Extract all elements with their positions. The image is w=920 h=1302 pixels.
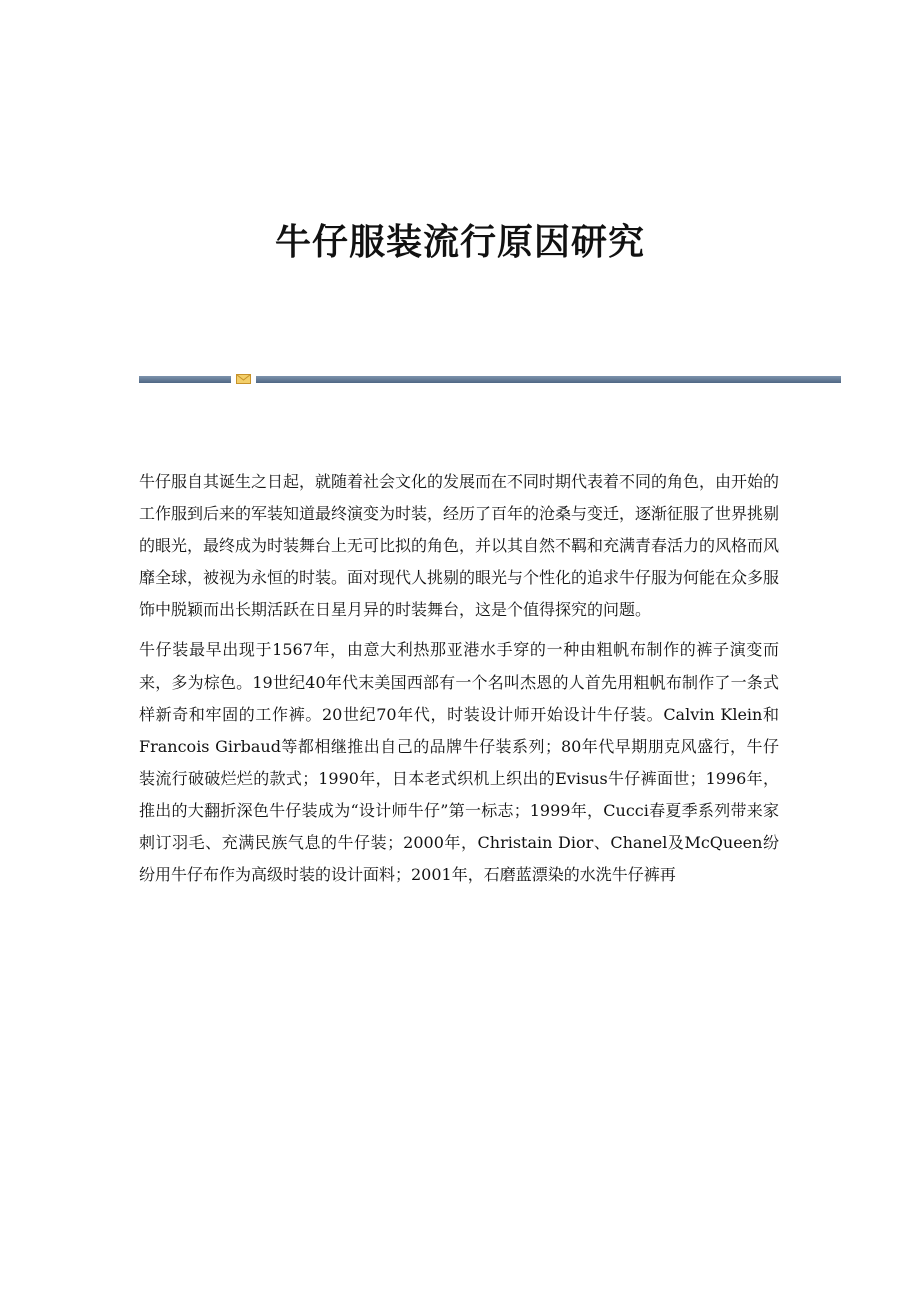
envelope-icon (236, 373, 251, 385)
paragraph-intro: 牛仔服自其诞生之日起，就随着社会文化的发展而在不同时期代表着不同的角色，由开始的工作服到后来的军装知道最终演变为时装，经历了百年的沧桑与变迁，逐渐征服了世界挑剔的眼光，最终成为时装舞台上无可比拟的角色，并以其自然不羁和充满青春活力的风格而风靡全球，被视为永恒的时装。面对现代人挑剔的眼光与个性化的追求牛仔服为何能在众多服饰中脱颖而出长期活跃在日星月异的时装舞台，这是个值得探究的问题。 (139, 472, 780, 620)
divider-bar-right (256, 376, 841, 383)
title-divider (139, 373, 841, 385)
page-title: 牛仔服装流行原因研究 (274, 221, 645, 263)
divider-bar-left (139, 376, 231, 383)
paragraph-history: 牛仔装最早出现于1567年，由意大利热那亚港水手穿的一种由粗帆布制作的裤子演变而来，多为棕色。19世纪40年代末美国西部有一个名叫杰恩的人首先用粗帆布制作了一条式样新奇和牢固的工作裤。20世纪70年代，时装设计师开始设计牛仔装。Calvin Klein和Francois Girbaud等都相继推出自己的品牌牛仔装系列；80年代早期朋克风盛行，牛仔装流行破破烂烂的款式；1990年，日本老式织机上织出的Evisus牛仔裤面世；1996年，推出的大翻折深色牛仔装成为“设计师牛仔”第一标志；1999年，Cucci春夏季系列带来家刺订羽毛、充满民族气息的牛仔装；2000年，Christain Dior、Chanel及McQueen纷纷用牛仔布作为高级时装的设计面料；2001年，石磨蓝漂染的水洗牛仔裤再 (139, 640, 779, 885)
body-text (139, 466, 779, 899)
